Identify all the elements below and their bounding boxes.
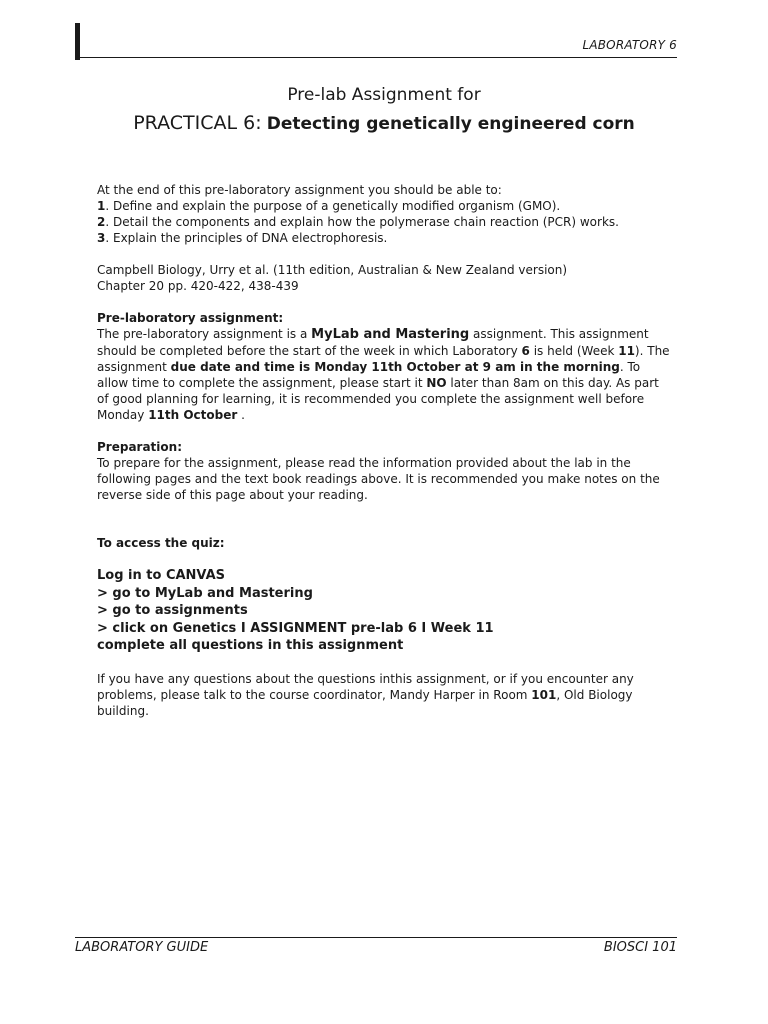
title-practical: PRACTICAL 6:	[133, 112, 262, 134]
access-step: complete all questions in this assignment	[97, 638, 404, 653]
preparation-text: To prepare for the assignment, please read the information provided about the lab in the following pages and the text book readings above. It is recommended you make notes on the reverse side of this page about your reading.	[97, 456, 660, 502]
access-step: > click on Genetics I ASSIGNMENT pre-lab 6 I Week 11	[97, 620, 494, 636]
prelab-text: is held (Week	[529, 344, 619, 358]
objective-number: 2	[97, 215, 106, 229]
reading-line1: Campbell Biology, Urry et al. (11th edition, Australian & New Zealand version)	[97, 263, 568, 277]
contact-text: , Old Biology building.	[97, 687, 633, 718]
prelab-date: 11th October	[148, 408, 238, 422]
objective-text: . Explain the principles of DNA electrophoresis.	[105, 231, 388, 245]
prelab-due-date: due date and time is Monday 11th October at 9 am in the morning	[170, 360, 620, 374]
header-label: LABORATORY 6	[582, 38, 677, 52]
contact-paragraph	[97, 671, 672, 719]
footer-rule	[75, 937, 677, 938]
objective-item	[97, 214, 672, 230]
prelab-mylab: MyLab and Mastering	[311, 327, 470, 342]
contact-text: If you have any questions about the questions inthis assignment, or if you encounter any problems, please talk to the course coordinator, Mandy Harper in Room	[97, 671, 634, 702]
preparation-heading: Preparation:	[97, 440, 182, 454]
objective-item	[97, 198, 672, 214]
access-steps	[97, 567, 672, 655]
access-step: > go to MyLab and Mastering	[97, 585, 313, 601]
prelab-no: NO	[426, 376, 447, 390]
header-rule	[80, 57, 677, 58]
prelab-text: .	[237, 408, 245, 422]
document-body	[97, 182, 672, 719]
objective-item	[97, 230, 672, 246]
title-line2	[0, 112, 768, 134]
prelab-week-number: 11	[618, 344, 635, 358]
header-bar	[75, 23, 80, 60]
objective-text: . Define and explain the purpose of a genetically modified organism (GMO).	[105, 199, 561, 213]
reading-line2: Chapter 20 pp. 420-422, 438-439	[97, 279, 299, 293]
prelab-heading: Pre-laboratory assignment:	[97, 311, 284, 325]
access-heading: To access the quiz:	[97, 536, 225, 550]
access-step: Log in to CANVAS	[97, 568, 226, 583]
prelab-text: assignment. This assignment should be completed before the start of the week in which Laboratory	[97, 327, 649, 358]
prelab-paragraph	[97, 326, 672, 423]
prelab-text: The pre-laboratory assignment is a	[97, 327, 312, 341]
contact-room: 101	[531, 687, 557, 702]
access-step: > go to assignments	[97, 603, 248, 618]
page-title	[0, 84, 768, 134]
objective-text: . Detail the components and explain how the polymerase chain reaction (PCR) works.	[105, 215, 619, 229]
prelab-text: . To allow time to complete the assignment, please start it	[97, 360, 641, 390]
objectives-intro: At the end of this pre-laboratory assignment you should be able to:	[97, 183, 502, 197]
footer-left-label: LABORATORY GUIDE	[75, 940, 209, 955]
title-subtitle: Detecting genetically engineered corn	[266, 114, 635, 134]
prelab-lab-number: 6	[521, 344, 530, 358]
objective-number: 3	[97, 231, 106, 245]
prelab-text: later than 8am on this day. As part of good planning for learning, it is recommended you complete the assignment well before Monday	[97, 376, 659, 422]
objective-number: 1	[97, 199, 106, 213]
footer-right-label: BIOSCI 101	[603, 940, 677, 955]
prelab-text: ). The assignment	[97, 344, 670, 374]
title-line1: Pre-lab Assignment for	[287, 85, 481, 105]
